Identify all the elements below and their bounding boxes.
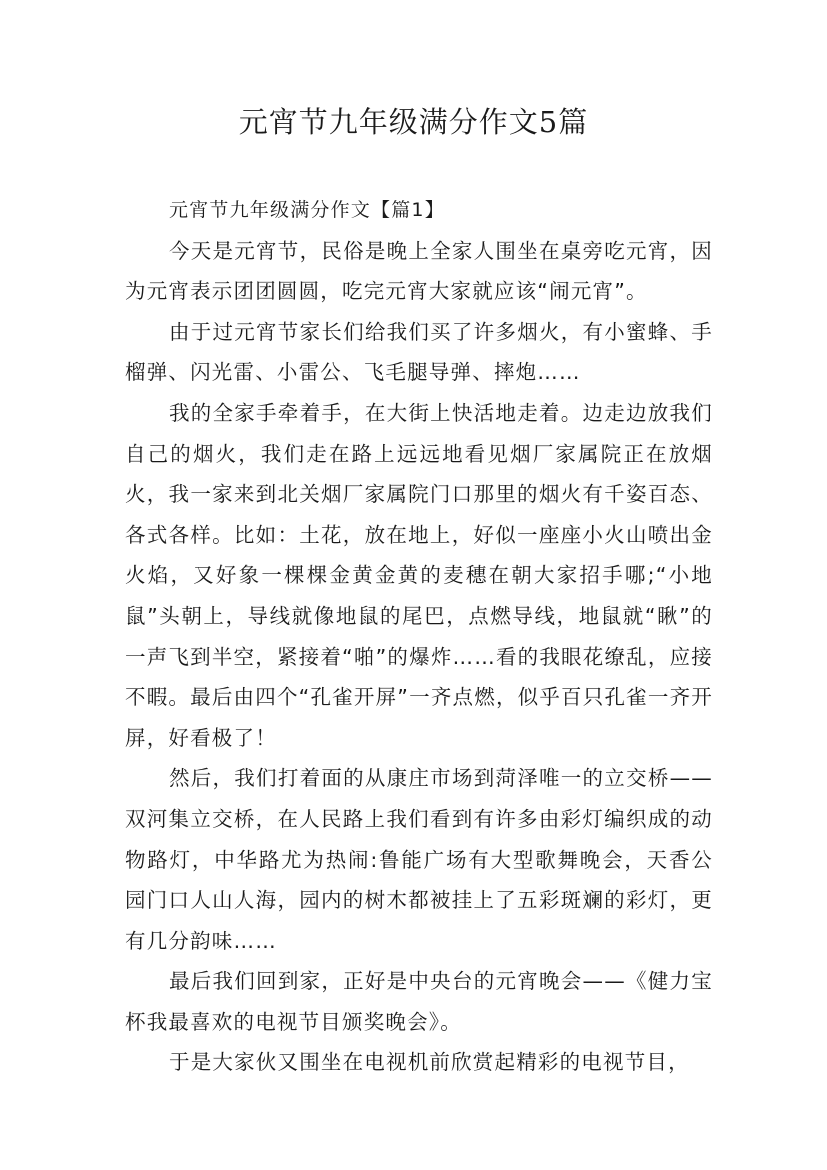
paragraph: 由于过元宵节家长们给我们买了许多烟火，有小蜜蜂、手榴弹、闪光雷、小雷公、飞毛腿导弹、摔炮…… xyxy=(125,319,713,385)
article-body xyxy=(125,190,713,1083)
paragraph: 于是大家伙又围坐在电视机前欣赏起精彩的电视节目， xyxy=(169,1050,690,1075)
paragraph: 我的全家手牵着手，在大街上快活地走着。边走边放我们自己的烟火，我们走在路上远远地看见烟厂家属院正在放烟火，我一家来到北关烟厂家属院门口那里的烟火有千姿百态、各式各样。比如：土花，放在地上，好似一座座小火山喷出金火焰，又好象一棵棵金黄金黄的麦穗在朝大家招手哪;“小地鼠”头朝上，导线就像地鼠的尾巴，点燃导线，地鼠就“瞅”的一声飞到半空，紧接着“啪”的爆炸……看的我眼花缭乱，应接不暇。最后由四个“孔雀开屏”一齐点燃，似乎百只孔雀一齐开屏，好看极了！ xyxy=(125,400,713,750)
paragraph: 然后，我们打着面的从康庄市场到菏泽唯一的立交桥——双河集立交桥，在人民路上我们看到有许多由彩灯编织成的动物路灯，中华路尤为热闹:鲁能广场有大型歌舞晚会，天香公园门口人山人海，园内的树木都被挂上了五彩斑斓的彩灯，更有几分韵味…… xyxy=(125,766,713,953)
section-heading: 元宵节九年级满分作文【篇1】 xyxy=(169,199,445,221)
document-title: 元宵节九年级满分作文5篇 xyxy=(238,105,589,139)
paragraph: 今天是元宵节，民俗是晚上全家人围坐在桌旁吃元宵，因为元宵表示团团圆圆，吃完元宵大家就应该“闹元宵”。 xyxy=(125,238,713,304)
paragraph: 最后我们回到家，正好是中央台的元宵晚会——《健力宝杯我最喜欢的电视节目颁奖晚会》。 xyxy=(125,969,713,1034)
